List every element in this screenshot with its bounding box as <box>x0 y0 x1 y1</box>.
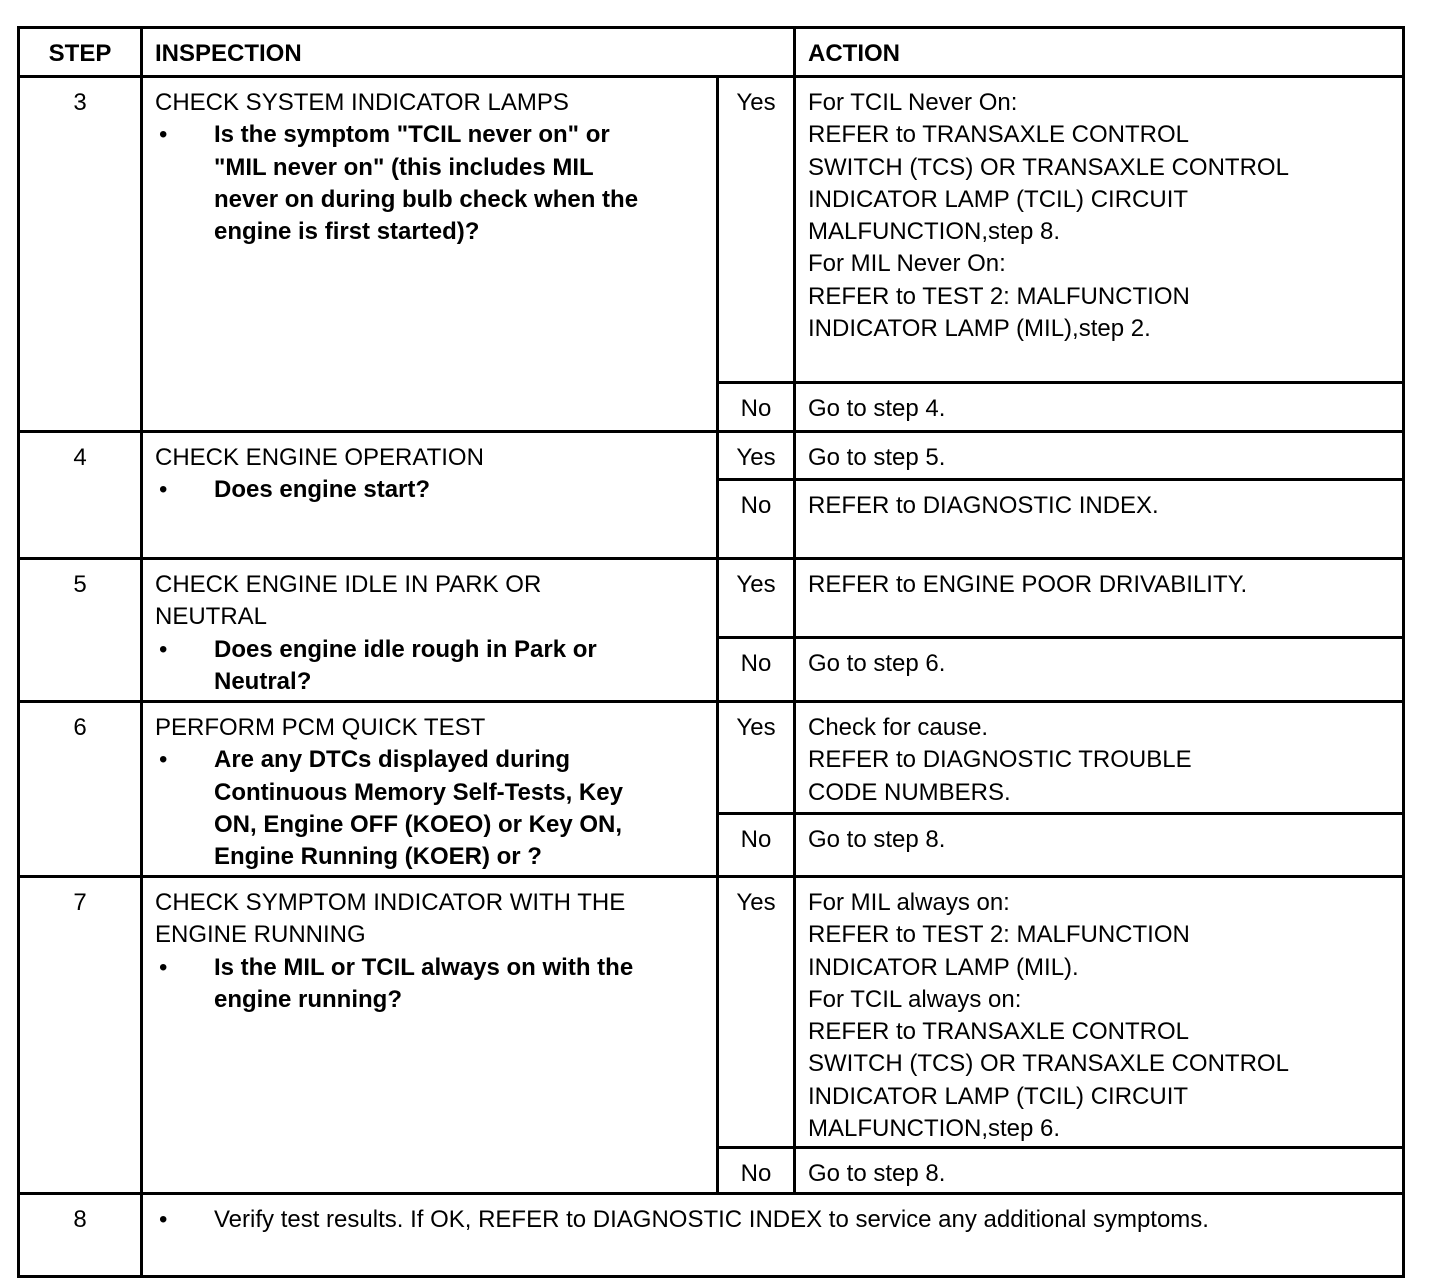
text-line: PERFORM PCM QUICK TEST <box>155 714 486 741</box>
text-line: Go to step 8. <box>808 826 946 853</box>
bullet-item <box>155 1204 1402 1236</box>
text-line: CHECK SYMPTOM INDICATOR WITH THE <box>155 889 626 916</box>
text-line: Go to step 8. <box>808 1160 946 1187</box>
yes-label: Yes <box>719 878 796 1149</box>
question-bullet <box>155 634 716 699</box>
text-line: REFER to DIAGNOSTIC INDEX. <box>808 492 1159 519</box>
diagnostic-table <box>17 26 1405 1278</box>
text-line: Go to step 6. <box>808 650 946 677</box>
text-line: MALFUNCTION,step 6. <box>808 1115 1061 1143</box>
text-line: CHECK ENGINE IDLE IN PARK OR <box>155 571 542 598</box>
step-number-3: 3 <box>20 78 143 433</box>
text-line: ON, Engine OFF (KOEO) or Key ON, <box>214 810 623 838</box>
step-number-6: 6 <box>20 703 143 878</box>
inspection-cell <box>143 78 719 433</box>
yes-action <box>796 703 1402 815</box>
yes-label: Yes <box>719 78 796 384</box>
text-line: Go to step 4. <box>808 395 946 422</box>
header-action: ACTION <box>796 29 1402 78</box>
bullet-icon: • <box>159 953 168 981</box>
text-line: Check for cause. <box>808 714 989 741</box>
text-line: REFER to TRANSAXLE CONTROL <box>808 1018 1189 1046</box>
no-action <box>796 481 1402 560</box>
yes-label: Yes <box>719 560 796 639</box>
text-line: ENGINE RUNNING <box>155 921 366 949</box>
text-line: Is the MIL or TCIL always on with the <box>214 953 634 981</box>
text-line: Is the symptom "TCIL never on" or <box>214 121 610 149</box>
text-line: Are any DTCs displayed during <box>214 746 571 774</box>
text-line: REFER to TEST 2: MALFUNCTION <box>808 921 1190 949</box>
text-line: INDICATOR LAMP (TCIL) CIRCUIT <box>808 1082 1189 1110</box>
bullet-icon: • <box>159 1206 168 1233</box>
text-line: NEUTRAL <box>155 603 268 631</box>
text-line: REFER to ENGINE POOR DRIVABILITY. <box>808 571 1248 598</box>
yes-label: Yes <box>719 433 796 481</box>
question-bullet <box>155 952 716 1017</box>
text-line: Does engine start? <box>214 476 431 504</box>
yes-label: Yes <box>719 703 796 815</box>
question-bullet <box>155 744 716 873</box>
text-line: engine running? <box>214 985 402 1013</box>
text-line: For MIL always on: <box>808 889 1010 916</box>
text-line: For MIL Never On: <box>808 250 1006 278</box>
inspection-cell <box>143 433 719 560</box>
text-line: "MIL never on" (this includes MIL <box>214 153 594 181</box>
no-action <box>796 1149 1402 1195</box>
yes-action <box>796 433 1402 481</box>
inspection-cell <box>143 703 719 878</box>
text-line: REFER to TRANSAXLE CONTROL <box>808 121 1189 149</box>
text-line: CHECK SYSTEM INDICATOR LAMPS <box>155 89 569 116</box>
inspection-cell <box>143 560 719 703</box>
text-line: REFER to DIAGNOSTIC TROUBLE <box>808 746 1192 774</box>
yes-action <box>796 560 1402 639</box>
header-step: STEP <box>20 29 143 78</box>
text-line: Go to step 5. <box>808 444 946 471</box>
bullet-icon: • <box>159 121 168 149</box>
no-label: No <box>719 815 796 878</box>
text-line: INDICATOR LAMP (MIL). <box>808 953 1079 981</box>
text-line: INDICATOR LAMP (TCIL) CIRCUIT <box>808 185 1189 213</box>
step-number-8: 8 <box>20 1195 143 1275</box>
text-line: Does engine idle rough in Park or <box>214 635 597 663</box>
text-line: never on during bulb check when the <box>214 185 639 213</box>
question-bullet <box>155 119 716 248</box>
no-label: No <box>719 639 796 703</box>
step-number-5: 5 <box>20 560 143 703</box>
bullet-icon: • <box>159 746 168 774</box>
text-line: INDICATOR LAMP (MIL),step 2. <box>808 315 1151 343</box>
text-line: Engine Running (KOER) or ? <box>214 843 542 871</box>
text-line: For TCIL always on: <box>808 985 1022 1013</box>
text-line: REFER to TEST 2: MALFUNCTION <box>808 282 1190 310</box>
no-label: No <box>719 384 796 433</box>
question-bullet <box>155 474 716 506</box>
text-line: CODE NUMBERS. <box>808 778 1011 806</box>
inspection-cell <box>143 878 719 1195</box>
no-label: No <box>719 481 796 560</box>
text-line: For TCIL Never On: <box>808 89 1018 116</box>
yes-action <box>796 78 1402 384</box>
no-action <box>796 384 1402 433</box>
no-action <box>796 639 1402 703</box>
header-inspection: INSPECTION <box>143 29 796 78</box>
bullet-icon: • <box>159 476 168 504</box>
text-line: SWITCH (TCS) OR TRANSAXLE CONTROL <box>808 153 1289 181</box>
no-label: No <box>719 1149 796 1195</box>
text-line: MALFUNCTION,step 8. <box>808 218 1061 246</box>
step-number-7: 7 <box>20 878 143 1195</box>
text-line: Continuous Memory Self-Tests, Key <box>214 778 623 806</box>
bullet-icon: • <box>159 635 168 663</box>
instruction-text: Verify test results. If OK, REFER to DIAGNOSTIC INDEX to service any additional symptoms. <box>214 1206 1209 1233</box>
step-number-4: 4 <box>20 433 143 560</box>
text-line: SWITCH (TCS) OR TRANSAXLE CONTROL <box>808 1050 1289 1078</box>
yes-action <box>796 878 1402 1149</box>
text-line: Neutral? <box>214 667 312 695</box>
text-line: engine is first started)? <box>214 218 480 246</box>
text-line: CHECK ENGINE OPERATION <box>155 444 484 471</box>
no-action <box>796 815 1402 878</box>
step-instruction <box>143 1195 1402 1275</box>
